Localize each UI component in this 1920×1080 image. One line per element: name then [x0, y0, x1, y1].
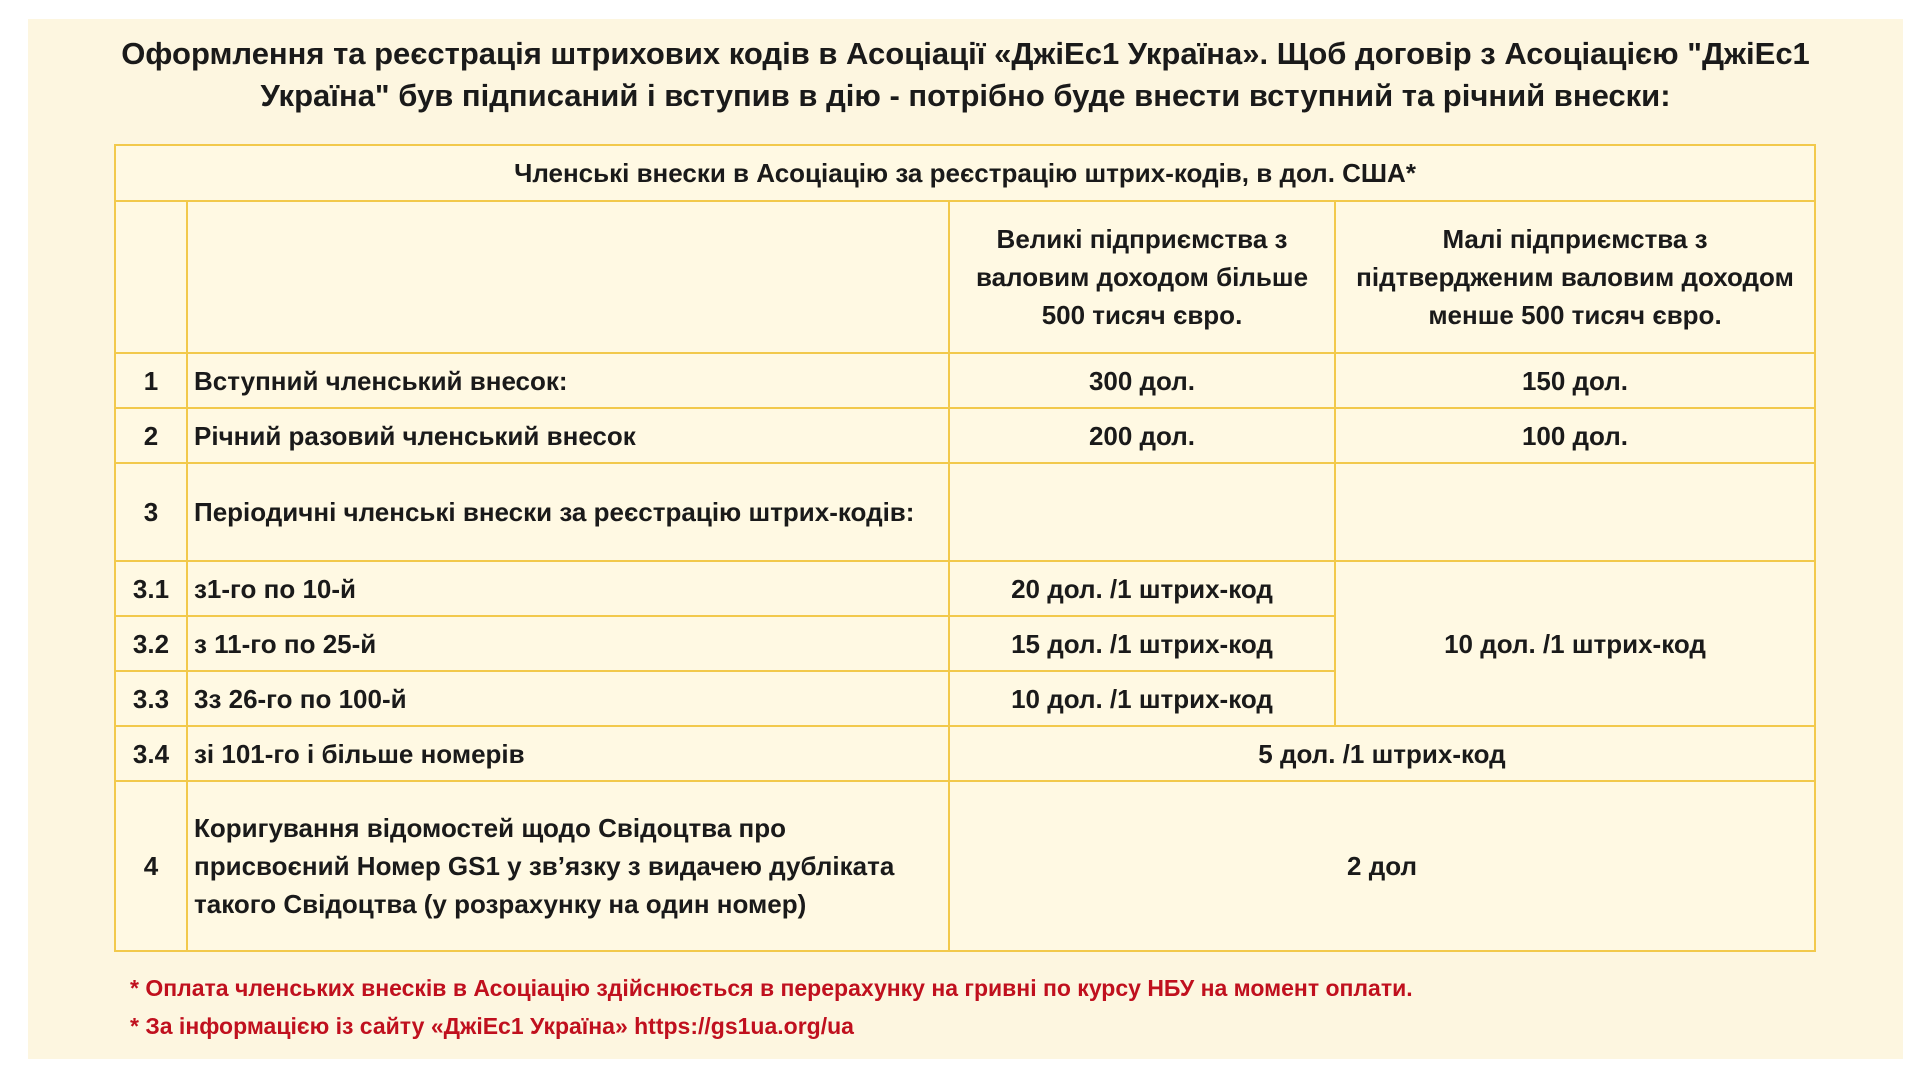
footnote-source: * За інформацією із сайту «ДжіЕс1 Україна» https://gs1ua.org/ua: [130, 1013, 854, 1039]
large-fee-empty: [949, 463, 1335, 561]
slide: [28, 19, 1903, 1059]
header-num-cell: [115, 201, 187, 353]
fee-all-enterprises: 5 дол. /1 штрих-код: [949, 726, 1815, 781]
small-fee-empty: [1335, 463, 1815, 561]
table-row: [115, 408, 1815, 463]
large-fee: 15 дол. /1 штрих-код: [949, 616, 1335, 671]
fees-table: [114, 144, 1816, 952]
table-header-row: [115, 201, 1815, 353]
table-row: [115, 781, 1815, 951]
large-fee: 20 дол. /1 штрих-код: [949, 561, 1335, 616]
row-label: Річний разовий членський внесок: [187, 408, 949, 463]
large-fee: 300 дол.: [949, 353, 1335, 408]
table-row: [115, 353, 1815, 408]
row-number: 3.4: [115, 726, 187, 781]
row-label: з1-го по 10-й: [187, 561, 949, 616]
row-number: 4: [115, 781, 187, 951]
header-small-enterprises: Малі підприємства з підтвердженим валовим доходом менше 500 тисяч євро.: [1335, 201, 1815, 353]
table-caption-row: [115, 145, 1815, 201]
small-fee: 100 дол.: [1335, 408, 1815, 463]
row-label: з 11-го по 25-й: [187, 616, 949, 671]
row-number: 3.1: [115, 561, 187, 616]
small-fee-merged: 10 дол. /1 штрих-код: [1335, 561, 1815, 726]
fee-all-enterprises: 2 дол: [949, 781, 1815, 951]
header-large-enterprises: Великі підприємства з валовим доходом більше 500 тисяч євро.: [949, 201, 1335, 353]
table-row: [115, 463, 1815, 561]
row-label: Коригування відомостей щодо Свідоцтва про присвоєний Номер GS1 у зв’язку з видачею дубліката такого Свідоцтва (у розрахунку на один номер): [187, 781, 949, 951]
row-number: 1: [115, 353, 187, 408]
table-row: [115, 726, 1815, 781]
large-fee: 200 дол.: [949, 408, 1335, 463]
small-fee: 150 дол.: [1335, 353, 1815, 408]
table-caption: Членські внески в Асоціацію за реєстрацію штрих-кодів, в дол. США*: [115, 145, 1815, 201]
header-label-cell: [187, 201, 949, 353]
row-label: 3з 26-го по 100-й: [187, 671, 949, 726]
row-number: 3.2: [115, 616, 187, 671]
table-row: [115, 561, 1815, 616]
row-number: 3.3: [115, 671, 187, 726]
row-label: Періодичні членські внески за реєстрацію штрих-кодів:: [187, 463, 949, 561]
large-fee: 10 дол. /1 штрих-код: [949, 671, 1335, 726]
page-title: Оформлення та реєстрація штрихових кодів в Асоціації «ДжіЕс1 Україна». Щоб договір з Асоціацією "ДжіЕс1 Україна" був підписаний і вступив в дію - потрібно буде внести вступний та річний внески:: [121, 36, 1810, 113]
row-label: Вступний членський внесок:: [187, 353, 949, 408]
row-number: 2: [115, 408, 187, 463]
row-label: зі 101-го і більше номерів: [187, 726, 949, 781]
footnote-currency: * Оплата членських внесків в Асоціацію здійснюється в перерахунку на гривні по курсу НБУ на момент оплати.: [130, 975, 1413, 1001]
row-number: 3: [115, 463, 187, 561]
